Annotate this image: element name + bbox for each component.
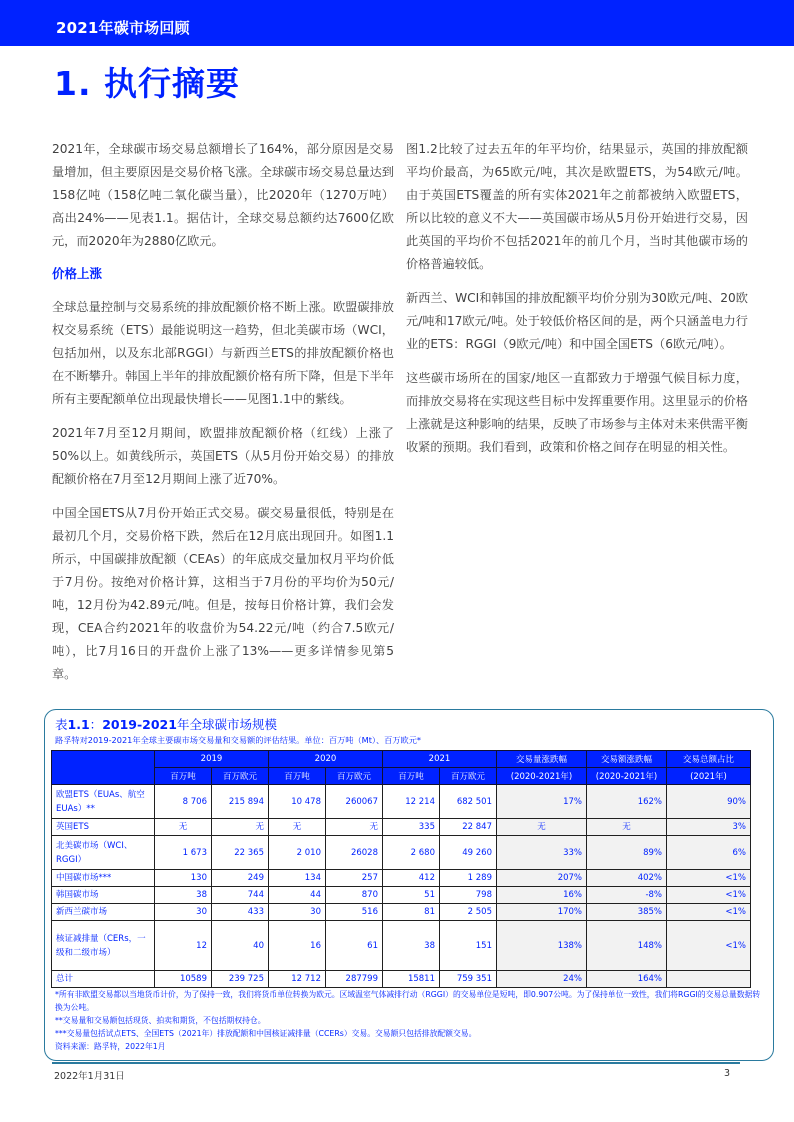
top-banner <box>0 0 794 46</box>
table-subtitle: 路孚特对2019-2021年全球主要碳市场交易量和交易额的评估结果。单位：百万吨（Mt）、百万欧元* <box>55 735 422 745</box>
note-source: 资料来源：路孚特，2022年1月 <box>55 1042 166 1051</box>
paragraph-avg-price: 图1.2比较了过去五年的年平均价，结果显示，英国的排放配额平均价最高，为65欧元/吨，其次是欧盟ETS，为54欧元/吨。由于英国ETS覆盖的所有实体2021年之前都被纳入欧盟ETS，所以比较的意义不大——英国碳市场从5月份开始进行交易，因此英国的平均价不包括2021年的前几个月，当时其他碳市场的价格普遍较低。 <box>406 142 748 271</box>
page-title: 1. 执行摘要 <box>54 64 240 103</box>
carbon-market-table <box>51 750 751 988</box>
table-row: 欧盟ETS（EUAs、航空EUAs）** 8 706 215 894 10 478 260067 12 214 682 501 17% 162% 90% <box>52 785 751 819</box>
paragraph-cap-trade: 全球总量控制与交易系统的排放配额价格不断上涨。欧盟碳排放权交易系统（ETS）最能说明这一趋势，但北美碳市场（WCI，包括加州，以及东北部RGGI）与新西兰ETS的排放配额价格也在不断攀升。韩国上半年的排放配额价格有所下降，但是下半年所有主要配额单位出现最快增长——见图1.1中的紫线。 <box>52 300 394 406</box>
note-volume: **交易量和交易额包括现货、拍卖和期货，不包括期权持仓。 <box>55 1016 266 1025</box>
table-row: 新西兰碳市场 30 433 30 516 81 2 505 170% 385% <1% <box>52 904 751 921</box>
header-vol-change: 交易量涨跌幅 <box>497 751 587 768</box>
header-vol-change-period: (2020-2021年) <box>497 768 587 785</box>
table-row-total: 总计 10589 239 725 12 712 287799 15811 759 351 24% 164% <box>52 971 751 988</box>
table-row: 韩国碳市场 38 744 44 870 51 798 16% -8% <1% <box>52 887 751 904</box>
page-number: 3 <box>724 1068 731 1079</box>
table-row: 北美碳市场（WCI、RGGI） 1 673 22 365 2 010 26028 2 680 49 260 33% 89% 6% <box>52 836 751 870</box>
paragraph-other-markets: 新西兰、WCI和韩国的排放配额平均价分别为30欧元/吨、20欧元/吨和17欧元/吨。处于较低价格区间的是，两个只涵盖电力行业的ETS：RGGI（9欧元/吨）和中国全国ETS（6欧元/吨）。 <box>406 291 748 351</box>
header-share: 交易总额占比 <box>667 751 751 768</box>
section-heading-price-rise: 价格上涨 <box>52 266 103 281</box>
header-share-year: (2021年) <box>667 768 751 785</box>
header-2019-mt: 百万吨 <box>155 768 212 785</box>
header-2020-mt: 百万吨 <box>269 768 326 785</box>
paragraph-policy: 这些碳市场所在的国家/地区一直都致力于增强气候目标力度，而排放交易将在实现这些目标中发挥重要作用。这里显示的价格上涨就是这种影响的结果，反映了市场参与主体对未来供需平衡收紧的预期。我们看到，政策和价格之间存在明显的相关性。 <box>406 371 748 454</box>
left-column <box>52 138 394 697</box>
paragraph-intro: 2021年，全球碳市场交易总额增长了164%，部分原因是交易量增加，但主要原因是交易价格飞涨。全球碳市场交易总量达到 158亿吨（158亿吨二氧化碳当量），比2020年（1270万吨）高出24%——见表1.1。据估计，全球交易总额约达7600亿欧元，而2020年为2880亿欧元。 <box>52 142 394 248</box>
paragraph-china: 中国全国ETS从7月份开始正式交易。碳交易量很低，特别是在最初几个月，交易价格下跌，然后在12月底出现回升。如图1.1所示，中国碳排放配额（CEAs）的年底成交量加权月平均价低于7月份。按绝对价格计算，这相当于7月份的平均价为50元/吨，12月份为42.89元/吨。但是，按每日价格计算，我们会发现，CEA合约2021年的收盘价为54.22元/吨（约合7.5欧元/吨），比7月16日的开盘价上涨了13%——更多详情参见第5章。 <box>52 506 394 681</box>
paragraph-eu-uk: 2021年7月至12月期间，欧盟排放配额价格（红线）上涨了50%以上。如黄线所示，英国ETS（从5月份开始交易）的排放配额价格在7月至12月期间上涨了近70%。 <box>52 426 394 486</box>
table-title: 表1.1：2019-2021年全球碳市场规模 <box>55 717 277 732</box>
table-row: 核证减排量（CERs，一级和二级市场） 12 40 16 61 38 151 138% 148% <1% <box>52 921 751 971</box>
header-val-change: 交易额涨跌幅 <box>587 751 667 768</box>
header-2021-mt: 百万吨 <box>383 768 440 785</box>
note-china: ***交易量包括试点ETS、全国ETS（2021年）排放配额和中国核证减排量（CCERs）交易。交易额只包括排放配额交易。 <box>55 1029 477 1038</box>
footer-divider <box>52 1062 740 1064</box>
header-val-change-period: (2020-2021年) <box>587 768 667 785</box>
header-2021-meur: 百万欧元 <box>440 768 497 785</box>
right-column <box>406 138 748 470</box>
header-2020-meur: 百万欧元 <box>326 768 383 785</box>
footer-date: 2022年1月31日 <box>54 1071 125 1082</box>
table-notes <box>55 988 765 1053</box>
table-row: 中国碳市场*** 130 249 134 257 412 1 289 207% 402% <1% <box>52 870 751 887</box>
table-container <box>44 709 774 1061</box>
header-2021: 2021 <box>383 751 497 768</box>
table-row: 英国ETS 无 无 无 无 335 22 847 无 无 3% <box>52 819 751 836</box>
note-currency: *所有非欧盟交易都以当地货币计价，为了保持一致，我们将货币单位转换为欧元。区域温室气体减排行动（RGGI）的交易单位是短吨，即0.907公吨。为了保持单位一致性，我们将RGGI的交易总量数据转换为公吨。 <box>55 990 761 1012</box>
header-empty <box>52 751 155 785</box>
header-2019-meur: 百万欧元 <box>212 768 269 785</box>
banner-title: 2021年碳市场回顾 <box>56 19 190 37</box>
header-2019: 2019 <box>155 751 269 768</box>
header-2020: 2020 <box>269 751 383 768</box>
